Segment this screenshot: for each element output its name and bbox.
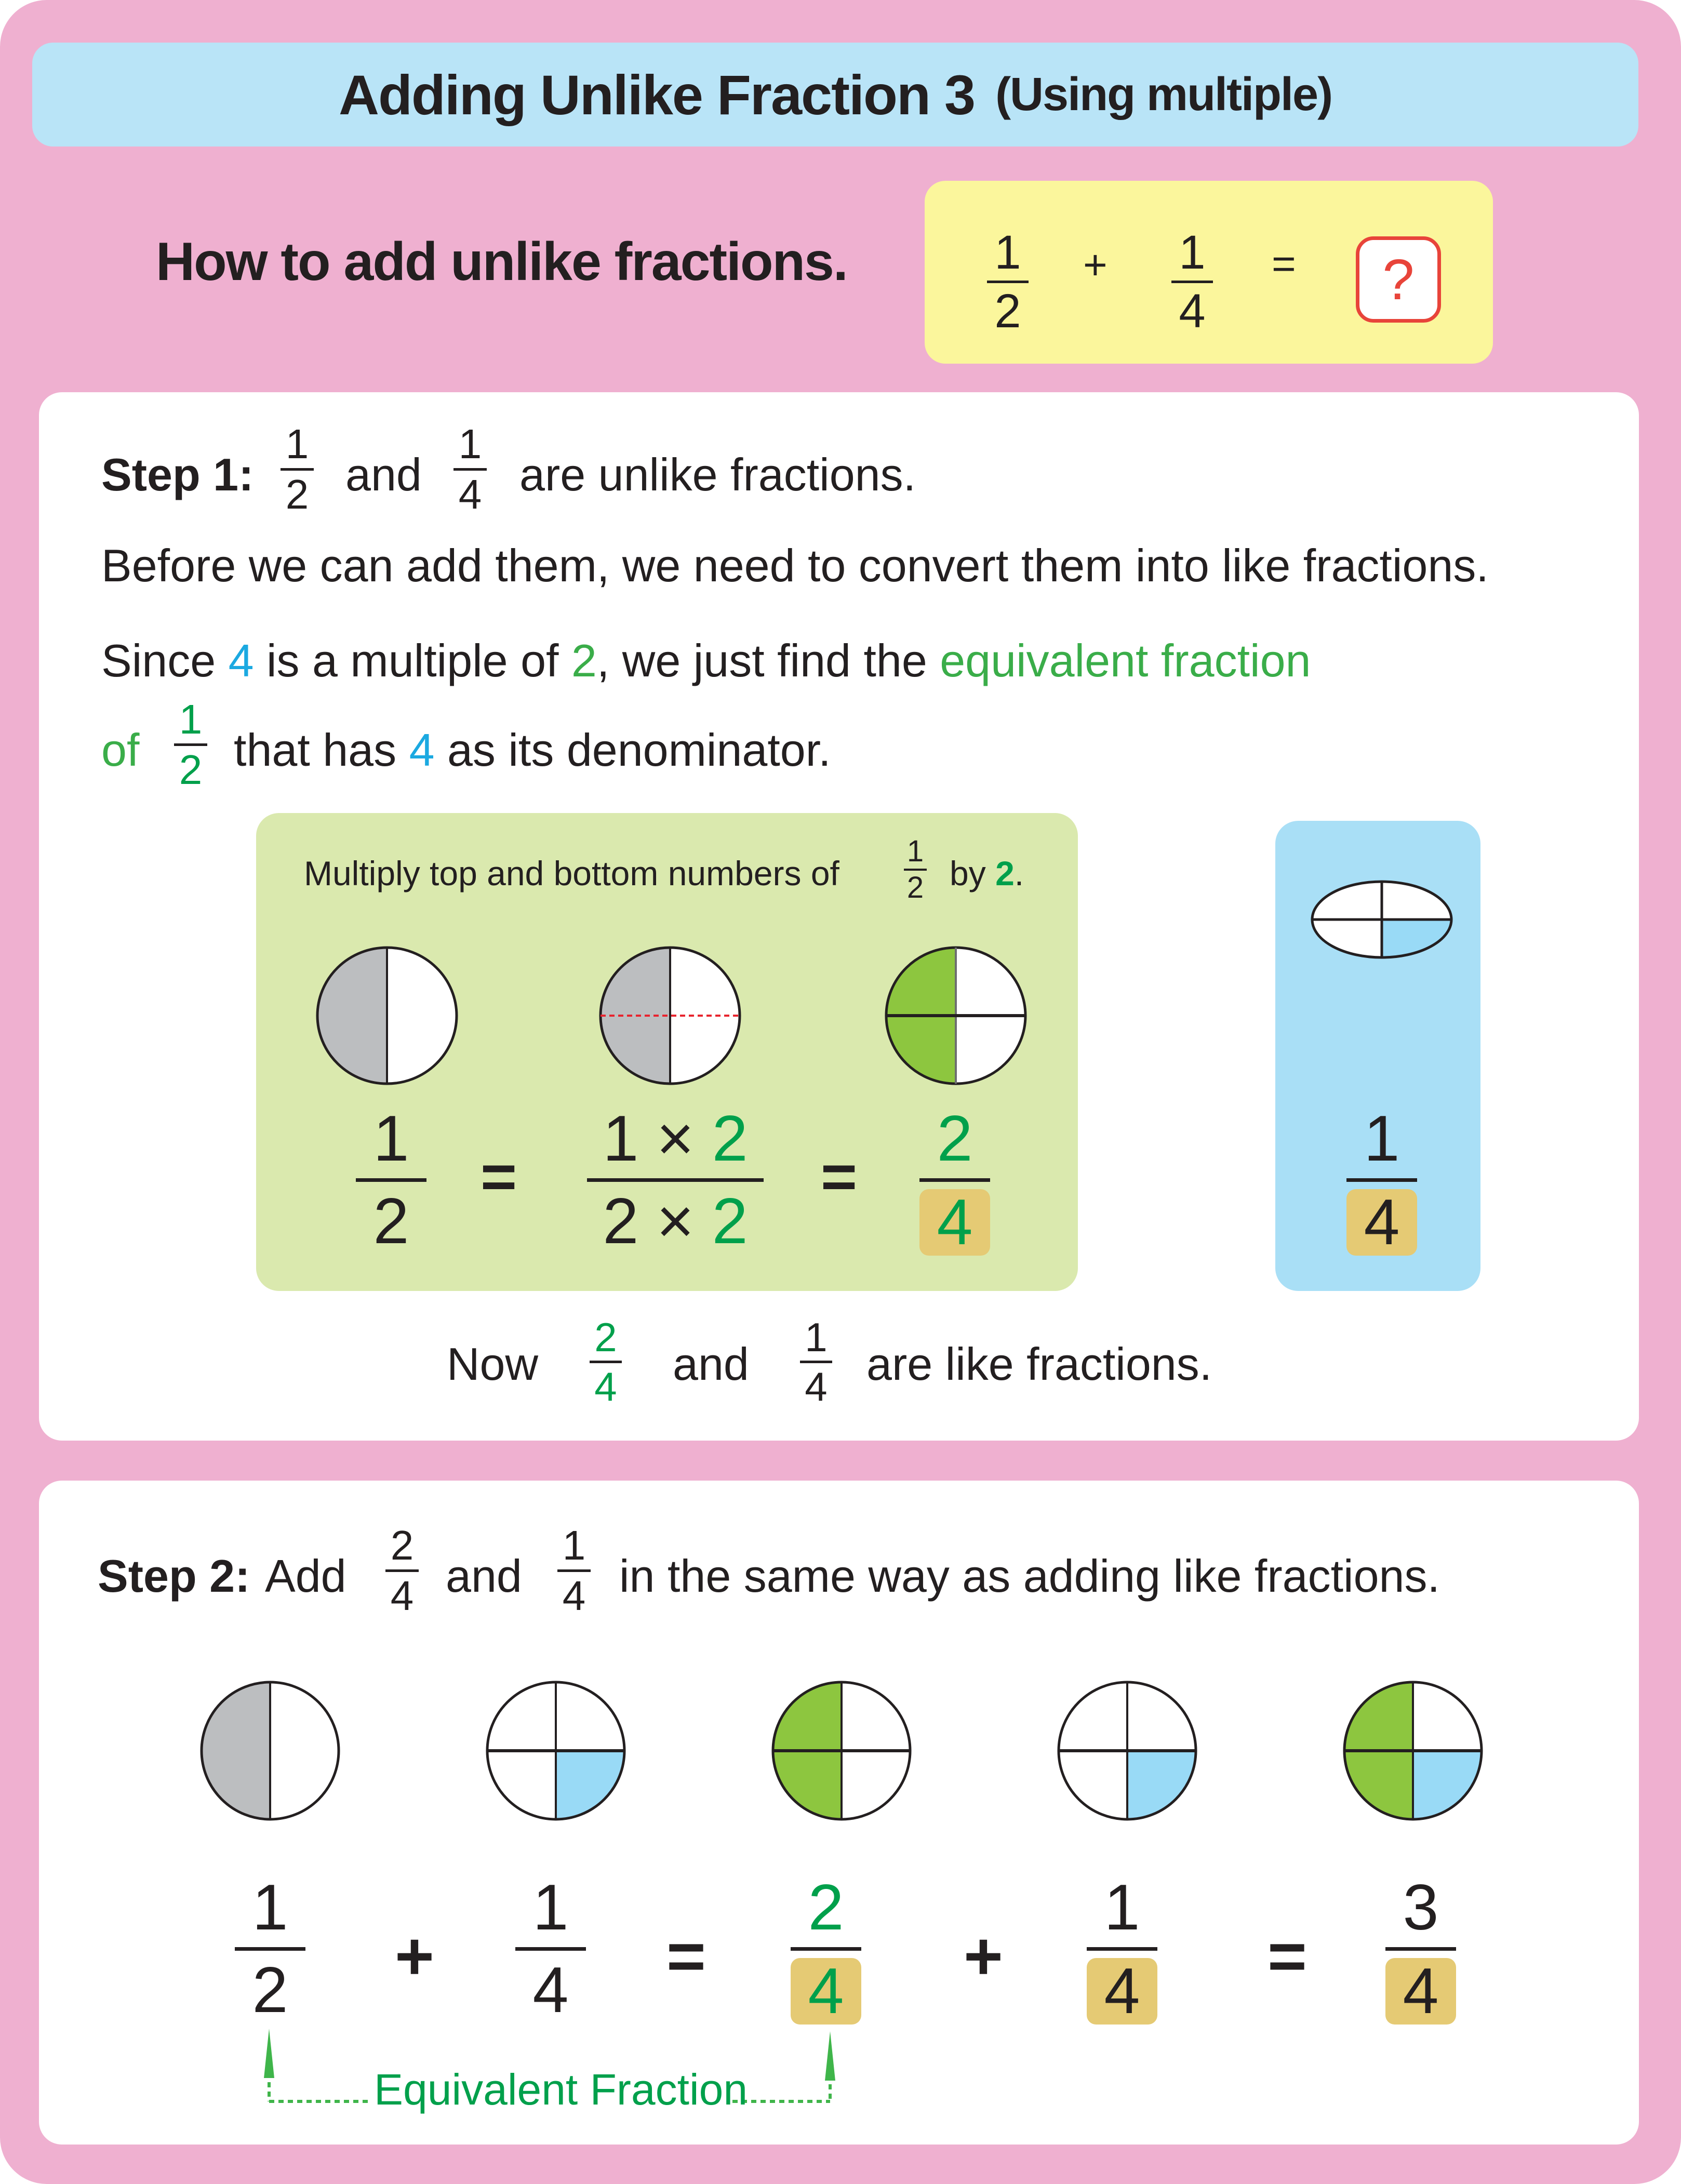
text-just-find: , we just find the: [596, 635, 927, 686]
step1-line3: [101, 635, 1311, 686]
fraction-bar: [281, 468, 314, 471]
numerator: 1: [906, 834, 924, 868]
now-text: Now: [447, 1338, 539, 1390]
now-and: and: [673, 1338, 749, 1390]
highlight-number-2: 2: [571, 635, 597, 686]
step2-eq-fraction: [791, 1872, 861, 2027]
step1-line4-fraction: [174, 696, 207, 793]
step1-of: of: [101, 724, 140, 776]
circle-one-half-split: [597, 945, 743, 1086]
step2-eq-fraction: [515, 1872, 586, 2026]
multiply-factor: 2: [995, 854, 1015, 893]
denominator: 2: [373, 1186, 409, 1257]
step2-rest: in the same way as adding like fractions.: [619, 1550, 1440, 1602]
problem-fraction-a: [987, 226, 1029, 338]
step1-fraction-a: [281, 423, 314, 515]
now-fraction-b: [800, 1314, 832, 1409]
shaded-half: [317, 948, 387, 1084]
equals-sign: =: [1268, 1918, 1307, 1994]
fraction-bar: [1346, 1178, 1417, 1182]
numerator: 1: [1104, 1872, 1140, 1943]
multiply-by: [950, 854, 1024, 893]
step1-line1-end: are unlike fractions.: [519, 449, 916, 500]
equivalent-fraction-label: Equivalent Fraction: [374, 2065, 748, 2114]
title-bar: [32, 43, 1638, 147]
question-mark-icon: ?: [1382, 247, 1415, 312]
step2-eq-fraction: [1385, 1872, 1456, 2027]
denominator: 4: [1179, 285, 1206, 338]
fraction-bar: [1171, 281, 1213, 283]
page-title: Adding Unlike Fraction 3: [338, 63, 975, 126]
answer-box[interactable]: [1356, 236, 1441, 323]
period: .: [1014, 854, 1024, 893]
denominator: 2: [906, 871, 924, 904]
denominator-highlighted: 4: [1346, 1189, 1418, 1256]
denominator-highlighted: 4: [1087, 1958, 1158, 2025]
numerator: 2: [937, 1103, 973, 1175]
numerator: 1: [562, 1522, 586, 1568]
text-since: Since: [101, 635, 216, 686]
step2-fraction-b: [557, 1522, 591, 1619]
equals-sign: =: [821, 1142, 858, 1211]
fraction-bar: [1385, 1947, 1456, 1951]
numerator: 2: [808, 1872, 844, 1943]
circle-one-quarter: [1309, 878, 1455, 961]
step2-eq-fraction: [235, 1872, 305, 2026]
denominator: [603, 1186, 748, 1257]
numerator: 1: [994, 226, 1021, 279]
eq-rhs-fraction: [919, 1103, 990, 1258]
text-that-has: that has: [234, 724, 397, 776]
denominator-highlighted: 4: [791, 1958, 862, 2025]
step1-label: Step 1:: [101, 449, 254, 500]
equals-sign: =: [1272, 241, 1296, 287]
numerator: 1: [252, 1872, 288, 1943]
step2-circle-2: [483, 1678, 629, 1823]
denominator-highlighted: 4: [1385, 1958, 1457, 2025]
numerator: 1: [458, 421, 482, 467]
fraction-bar: [235, 1947, 305, 1951]
denominator-highlighted: 4: [919, 1189, 991, 1256]
now-fraction-a: [590, 1314, 622, 1409]
fraction-bar: [356, 1178, 426, 1182]
fraction-bar: [587, 1178, 764, 1182]
step1-line2: Before we can add them, we need to convert them into like fractions.: [101, 540, 1489, 591]
denominator: 4: [390, 1573, 414, 1619]
numerator: [603, 1103, 748, 1175]
num-value: 1: [603, 1103, 639, 1175]
eq-mid-fraction: [587, 1103, 764, 1257]
fraction-bar: [1087, 1947, 1157, 1951]
step2-circle-3: [769, 1678, 914, 1823]
fraction-bar: [557, 1569, 591, 1572]
numerator: 1: [1179, 226, 1206, 279]
denominator: 4: [805, 1364, 828, 1409]
step2-circle-5: [1340, 1678, 1486, 1823]
plus-sign: +: [395, 1918, 434, 1994]
text-denominator: as its denominator.: [447, 724, 831, 776]
times-sign: ×: [656, 1103, 695, 1175]
intro-question: How to add unlike fractions.: [156, 232, 847, 292]
fraction-bar: [515, 1947, 586, 1951]
numerator: 1: [179, 696, 203, 742]
highlight-number-4: 4: [228, 635, 254, 686]
plus-sign: +: [1083, 242, 1108, 288]
step2-circle-4: [1055, 1678, 1200, 1823]
empty-half: [387, 948, 457, 1084]
step2-label: Step 2:: [98, 1550, 250, 1602]
arrow-up-icon: [264, 2029, 274, 2078]
denominator: 4: [562, 1573, 586, 1619]
multiplier: 2: [712, 1103, 748, 1175]
numerator: 1: [1364, 1103, 1400, 1175]
instruction-fraction: [904, 836, 927, 903]
multiplier: 2: [712, 1186, 748, 1257]
plus-sign: +: [964, 1918, 1003, 1994]
denominator: 2: [994, 285, 1021, 338]
text-is-multiple: is a multiple of: [266, 635, 559, 686]
fraction-bar: [987, 281, 1029, 283]
numerator: 1: [285, 421, 309, 467]
denominator: 4: [458, 471, 482, 517]
step1-and: and: [345, 449, 422, 500]
arrow-up-icon: [825, 2031, 835, 2081]
denominator: 4: [594, 1364, 617, 1409]
step2-and: and: [446, 1550, 522, 1602]
numerator: 3: [1403, 1872, 1439, 1943]
numerator: 1: [532, 1872, 569, 1943]
denominator: 2: [252, 1954, 288, 2026]
multiply-instruction: Multiply top and bottom numbers of: [304, 854, 839, 893]
den-value: 2: [603, 1186, 639, 1257]
numerator: 2: [390, 1522, 414, 1568]
numerator: 2: [594, 1314, 617, 1360]
circle-two-quarters: [883, 945, 1029, 1086]
fraction-bar: [590, 1361, 622, 1363]
denominator: 2: [285, 471, 309, 517]
step1-line4: [234, 724, 831, 776]
step2-add: Add: [265, 1550, 346, 1602]
page-subtitle: (Using multiple): [995, 68, 1332, 121]
numerator: 1: [373, 1103, 409, 1175]
step1-fraction-b: [453, 423, 487, 515]
denominator: 4: [532, 1954, 569, 2026]
fraction-bar: [385, 1569, 419, 1572]
circle-one-half: [314, 945, 460, 1086]
fraction-bar: [453, 468, 487, 471]
text-by: by: [950, 854, 986, 893]
times-sign: ×: [656, 1186, 695, 1257]
shaded-part: [202, 1682, 270, 1819]
numerator: 1: [805, 1314, 828, 1360]
step2-eq-fraction: [1087, 1872, 1157, 2027]
fraction-bar: [800, 1361, 832, 1363]
equivalent-fraction-term: equivalent fraction: [940, 635, 1311, 686]
fraction-bar: [174, 743, 207, 746]
quarter-fraction: [1346, 1103, 1417, 1258]
highlight-number-4: 4: [409, 724, 435, 776]
eq-lhs-fraction: [356, 1103, 426, 1257]
fraction-bar: [919, 1178, 990, 1182]
denominator: 2: [179, 747, 203, 793]
equals-sign: =: [666, 1918, 706, 1994]
now-rest: are like fractions.: [866, 1338, 1212, 1390]
equals-sign: =: [481, 1142, 517, 1211]
problem-fraction-b: [1171, 226, 1213, 338]
step2-fraction-a: [385, 1522, 419, 1619]
fraction-bar: [791, 1947, 861, 1951]
step2-circle-1: [197, 1678, 343, 1823]
